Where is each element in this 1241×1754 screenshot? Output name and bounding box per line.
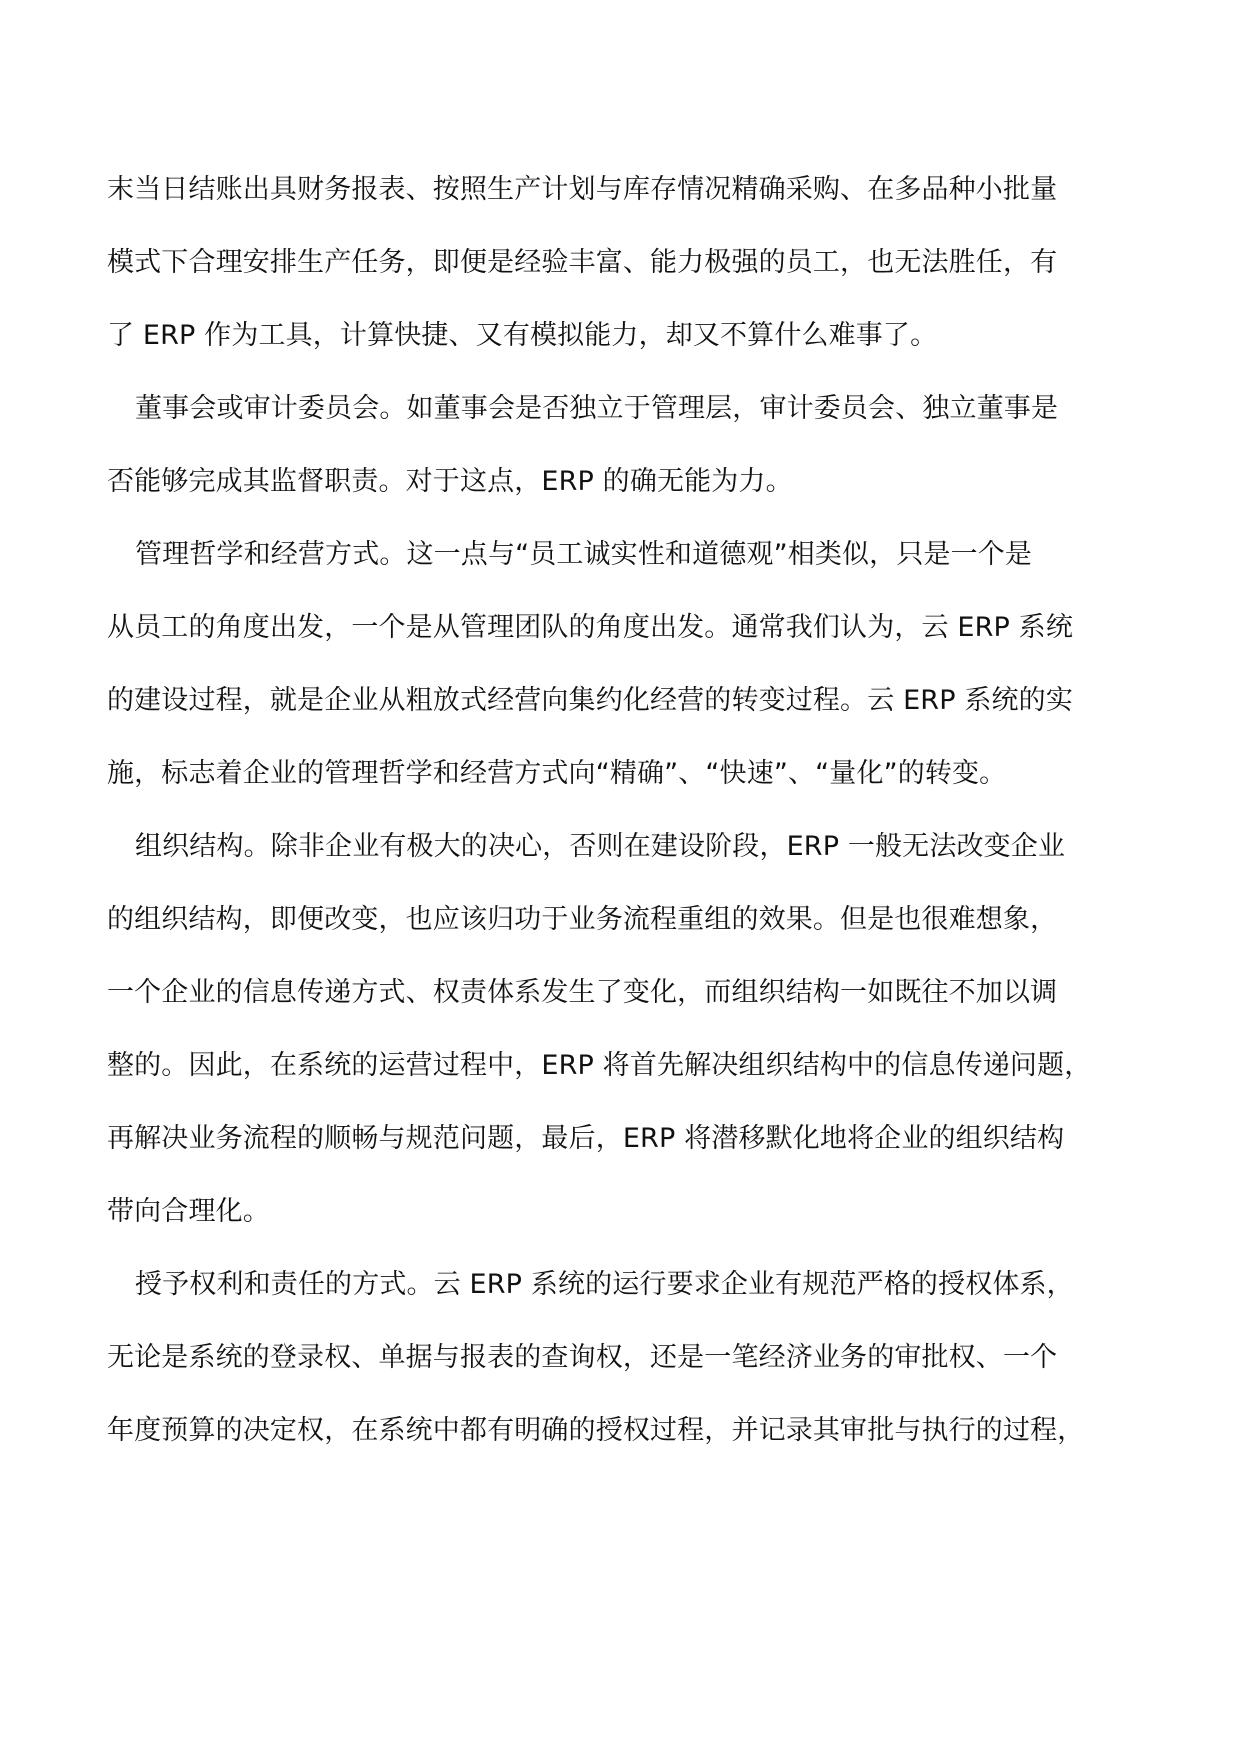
text-line: 施，标志着企业的管理哲学和经营方式向“精确”、“快速”、“量化”的转变。 — [107, 758, 1007, 789]
paragraph-start-line: 董事会或审计委员会。如董事会是否独立于管理层，审计委员会、独立董事是 — [135, 393, 1059, 424]
text-line: 模式下合理安排生产任务，即便是经验丰富、能力极强的员工，也无法胜任，有 — [107, 247, 1058, 278]
text-line: 从员工的角度出发，一个是从管理团队的角度出发。通常我们认为，云 ERP 系统 — [107, 612, 1073, 643]
text-line: 末当日结账出具财务报表、按照生产计划与库存情况精确采购、在多品种小批量 — [107, 174, 1058, 205]
text-line: 无论是系统的登录权、单据与报表的查询权，还是一笔经济业务的审批权、一个 — [107, 1342, 1058, 1373]
text-line: 年度预算的决定权，在系统中都有明确的授权过程，并记录其审批与执行的过程， — [107, 1415, 1085, 1446]
text-line: 了 ERP 作为工具，计算快捷、又有模拟能力，却又不算什么难事了。 — [107, 320, 938, 351]
text-line: 再解决业务流程的顺畅与规范问题，最后，ERP 将潜移默化地将企业的组织结构 — [107, 1123, 1065, 1154]
text-line: 的建设过程，就是企业从粗放式经营向集约化经营的转变过程。云 ERP 系统的实 — [107, 685, 1073, 716]
text-line: 带向合理化。 — [107, 1196, 270, 1227]
paragraph-start-line: 管理哲学和经营方式。这一点与“员工诚实性和道德观”相类似，只是一个是 — [135, 539, 1033, 570]
text-line: 否能够完成其监督职责。对于这点，ERP 的确无能为力。 — [107, 466, 793, 497]
paragraph-start-line: 授予权利和责任的方式。云 ERP 系统的运行要求企业有规范严格的授权体系， — [135, 1269, 1074, 1300]
text-line: 一个企业的信息传递方式、权责体系发生了变化，而组织结构一如既往不加以调 — [107, 977, 1058, 1008]
text-line: 整的。因此，在系统的运营过程中，ERP 将首先解决组织结构中的信息传递问题， — [107, 1050, 1092, 1081]
text-line: 的组织结构，即便改变，也应该归功于业务流程重组的效果。但是也很难想象， — [107, 904, 1058, 935]
paragraph-start-line: 组织结构。除非企业有极大的决心，否则在建设阶段，ERP 一般无法改变企业 — [135, 831, 1066, 862]
